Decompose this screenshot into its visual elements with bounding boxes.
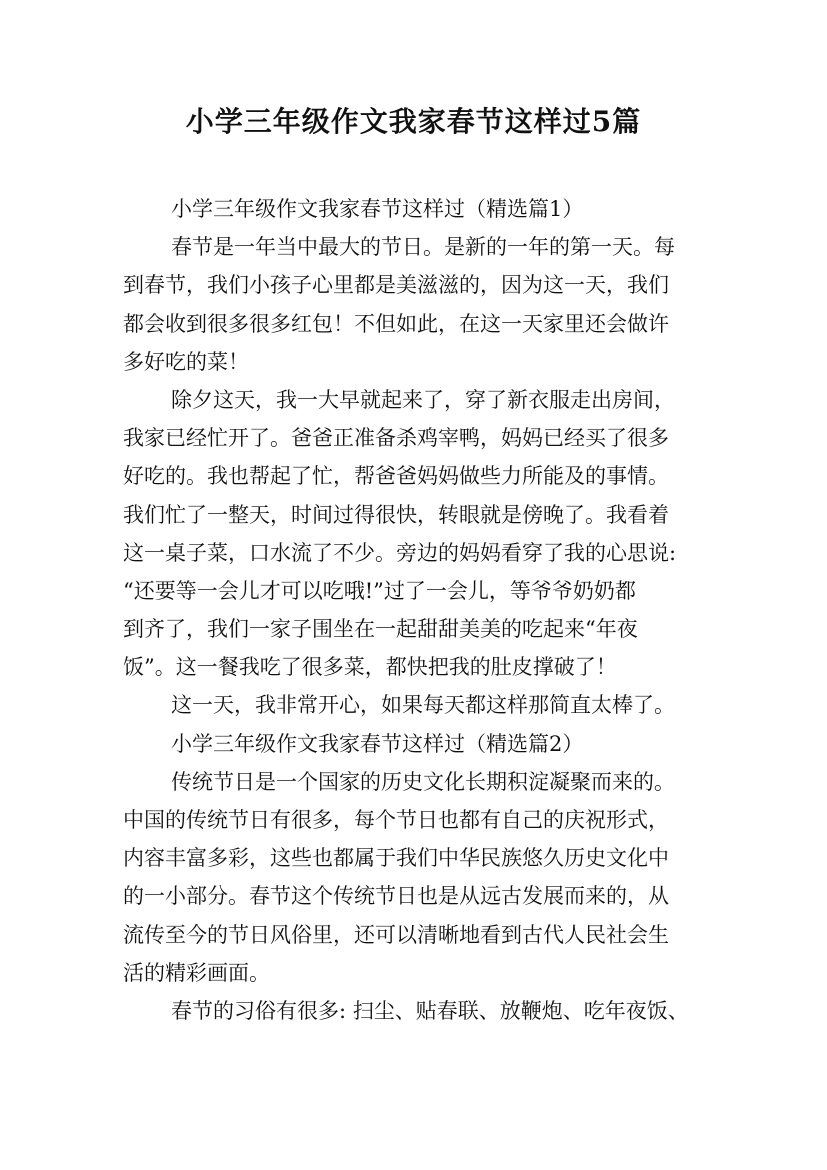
paragraph-line: 传统节日是一个国家的历史文化长期积淀凝聚而来的。: [171, 769, 675, 794]
paragraph-line: 好吃的。我也帮起了忙，帮爸爸妈妈做些力所能及的事情。: [123, 464, 669, 489]
paragraph-line: 中国的传统节日有很多，每个节日也都有自己的庆祝形式，: [123, 808, 669, 832]
paragraph-line: 都会收到很多很多红包！不但如此，在这一天家里还会做许: [123, 311, 669, 336]
paragraph-line: 多好吃的菜！: [123, 349, 249, 374]
section-heading-1: 小学三年级作文我家春节这样过（精选篇1）: [171, 197, 584, 221]
paragraph-line: 到春节，我们小孩子心里都是美滋滋的，因为这一天，我们: [123, 273, 669, 298]
paragraph-line: “还要等一会儿才可以吃哦!”过了一会儿，等爷爷奶奶都: [123, 578, 636, 603]
paragraph-line: 流传至今的节日风俗里，还可以清晰地看到古代人民社会生: [123, 922, 669, 947]
paragraph-line: 饭”。这一餐我吃了很多菜，都快把我的肚皮撑破了！: [123, 655, 617, 680]
paragraph-line: 春节的习俗有很多: 扫尘、贴春联、放鞭炮、吃年夜饭、: [171, 998, 689, 1023]
document-body: [123, 190, 713, 1030]
paragraph-line: 我家已经忙开了。爸爸正准备杀鸡宰鸭，妈妈已经买了很多: [123, 426, 669, 451]
paragraph-line: 我们忙了一整天，时间过得很快，转眼就是傍晚了。我看着: [123, 502, 669, 527]
paragraph-line: 内容丰富多彩，这些也都属于我们中华民族悠久历史文化中: [123, 846, 669, 871]
paragraph-line: 活的精彩画面。: [123, 960, 270, 985]
paragraph-line: 这一天，我非常开心，如果每天都这样那简直太棒了。: [171, 693, 675, 718]
paragraph-line: 的一小部分。春节这个传统节日也是从远古发展而来的，从: [123, 884, 669, 909]
document-title: 小学三年级作文我家春节这样过5篇: [185, 105, 642, 138]
paragraph-line: 春节是一年当中最大的节日。是新的一年的第一天。每: [171, 235, 675, 260]
section-heading-2: 小学三年级作文我家春节这样过（精选篇2）: [171, 731, 584, 756]
paragraph-line: 除夕这天，我一大早就起来了，穿了新衣服走出房间，: [171, 387, 675, 412]
paragraph-line: 这一桌子菜，口水流了不少。旁边的妈妈看穿了我的心思说:: [123, 540, 677, 565]
paragraph-line: 到齐了，我们一家子围坐在一起甜甜美美的吃起来“年夜: [123, 617, 638, 642]
